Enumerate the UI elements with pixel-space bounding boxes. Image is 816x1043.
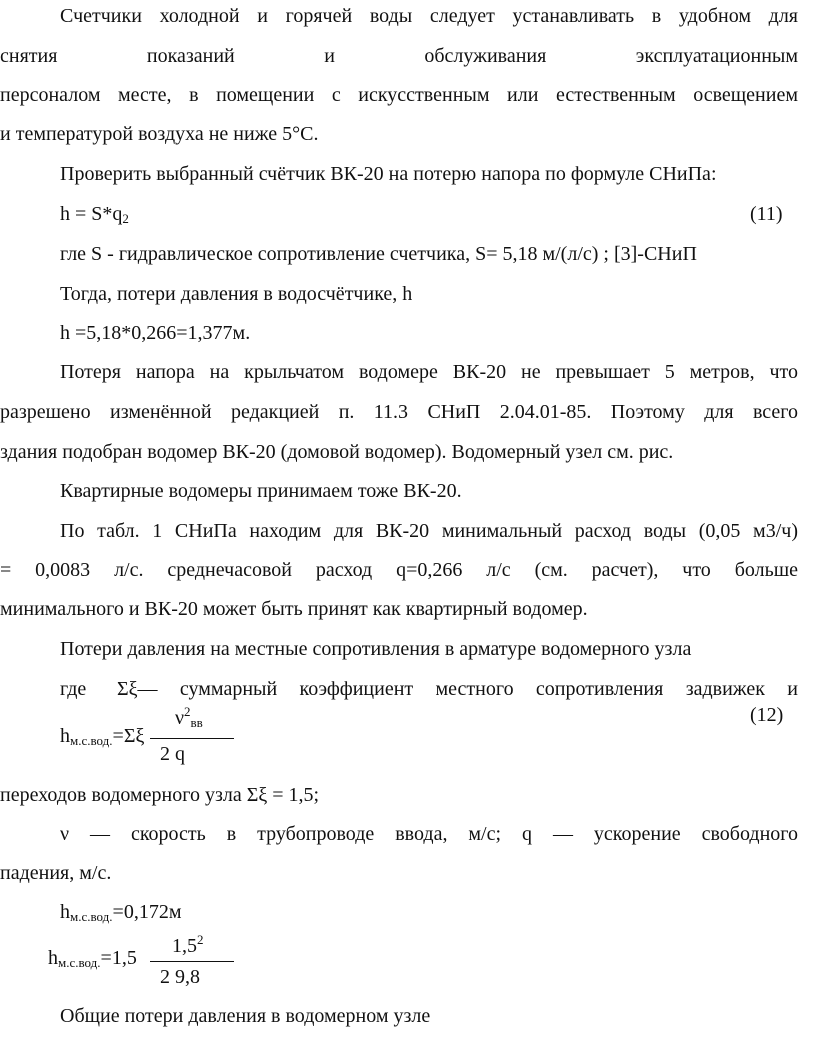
result-h: h xyxy=(60,901,70,923)
eq12-lhs-sub: м.с.вод. xyxy=(70,733,113,748)
paragraph-line: h =5,18*0,266=1,377м. xyxy=(60,322,251,344)
paragraph-word: где xyxy=(60,678,87,700)
paragraph-line: Проверить выбранный счётчик ВК-20 на потерю напора по формуле СНиПа: xyxy=(60,163,717,185)
paragraph-line: здания подобран водомер ВК-20 (домовой водомер). Водомерный узел см. рис. xyxy=(0,441,674,463)
eq13-denominator: 2 9,8 xyxy=(160,966,200,988)
eq12-nu: ν xyxy=(175,707,185,729)
eq13-sup: 2 xyxy=(197,932,204,947)
paragraph-line: падения, м/с. xyxy=(0,862,112,884)
paragraph-line: минимального и ВК-20 может быть принят как квартирный водомер. xyxy=(0,598,588,620)
paragraph-line: переходов водомерного узла Σξ = 1,5; xyxy=(0,784,320,806)
paragraph-line: По табл. 1 СНиПа находим для ВК-20 минимальный расход воды (0,05 м3/ч) xyxy=(60,520,798,542)
paragraph-line: ν — скорость в трубопроводе ввода, м/с; q — ускорение свободного xyxy=(60,823,798,845)
result-rest: =0,172м xyxy=(112,901,182,923)
eq12-lhs-rest: =Σξ xyxy=(112,725,145,747)
eq12-numerator xyxy=(175,700,203,735)
eq13-fraction-bar xyxy=(150,961,234,962)
eq12-fraction-bar xyxy=(150,738,234,739)
equation-number: (12) xyxy=(750,704,784,726)
equation-number: (11) xyxy=(750,203,783,225)
formula-subscript: 2 xyxy=(122,211,129,226)
result-line xyxy=(60,900,181,929)
paragraph-line: = 0,0083 л/с. среднечасовой расход q=0,266 л/с (см. расчет), что больше xyxy=(0,559,798,581)
eq13-lhs-rest: =1,5 xyxy=(100,947,137,969)
eq12-sup: 2 xyxy=(184,704,191,719)
paragraph-line: Потери давления на местные сопротивления в арматуре водомерного узла xyxy=(60,638,692,660)
paragraph-line: гле S - гидравлическое сопротивление счетчика, S= 5,18 м/(л/с) ; [3]-СНиП xyxy=(60,243,697,265)
eq13-lhs-sub: м.с.вод. xyxy=(58,955,101,970)
eq12-lhs xyxy=(60,724,144,753)
paragraph-line: снятия показаний и обслуживания эксплуатационным xyxy=(0,45,798,67)
paragraph-line: персоналом месте, в помещении с искусственным или естественным освещением xyxy=(0,84,798,106)
eq13-numerator xyxy=(172,928,204,958)
eq13-num: 1,5 xyxy=(172,935,197,957)
eq12-denominator: 2 q xyxy=(160,743,185,765)
formula-text: h = S*q xyxy=(60,203,123,225)
formula-11 xyxy=(60,202,129,231)
paragraph-line: Общие потери давления в водомерном узле xyxy=(60,1005,431,1027)
result-sub: м.с.вод. xyxy=(70,909,113,924)
paragraph-line: Тогда, потери давления в водосчётчике, h xyxy=(60,283,413,305)
paragraph-line: Потеря напора на крыльчатом водомере ВК-20 не превышает 5 метров, что xyxy=(60,361,798,383)
paragraph-line: Счетчики холодной и горячей воды следует устанавливать в удобном для xyxy=(60,5,798,27)
paragraph-line: Σξ— суммарный коэффициент местного сопротивления задвижек и xyxy=(117,678,798,700)
paragraph-line: Квартирные водомеры принимаем тоже ВК-20. xyxy=(60,480,462,502)
paragraph-line: и температурой воздуха не ниже 5°С. xyxy=(0,123,319,145)
eq13-h: h xyxy=(48,947,58,969)
eq12-h: h xyxy=(60,725,70,747)
eq12-sub: вв xyxy=(190,715,203,730)
paragraph-line: разрешено изменённой редакцией п. 11.3 СНиП 2.04.01-85. Поэтому для всего xyxy=(0,401,798,423)
eq13-lhs xyxy=(48,946,137,975)
